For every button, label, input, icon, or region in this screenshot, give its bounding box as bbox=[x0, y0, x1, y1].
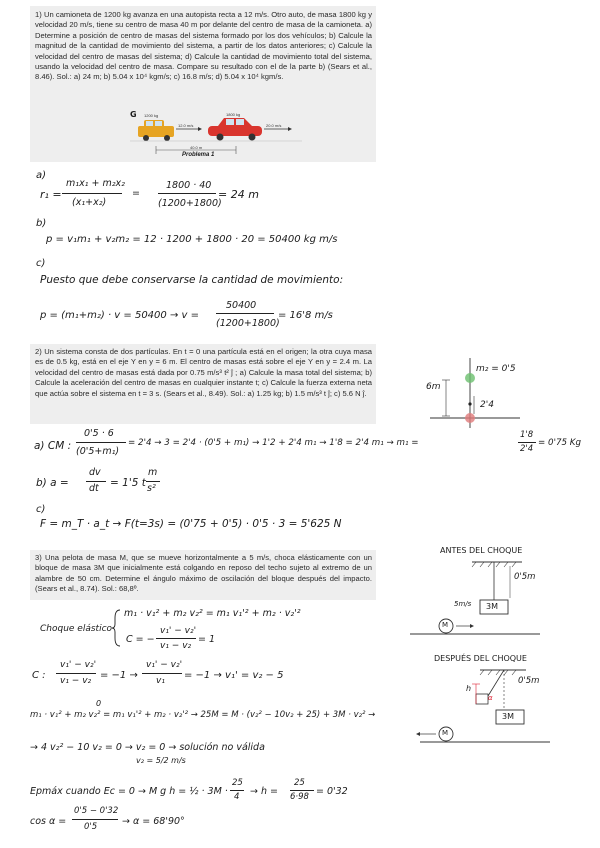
figure-caption: Problema 1 bbox=[182, 152, 215, 158]
p3-choque-label: Choque elástico bbox=[40, 624, 113, 634]
p3-eq2-bar bbox=[156, 638, 196, 639]
p1-a-res: = 24 m bbox=[218, 188, 259, 201]
p3-result-alt: v₂ = 5/2 m/s bbox=[136, 756, 186, 765]
p3-epot-lhs: Epmáx cuando Ec = 0 → M g h = ½ · 3M · bbox=[30, 786, 228, 797]
p3-brace bbox=[112, 608, 122, 648]
p1-a-den2: (1200+1800) bbox=[158, 198, 222, 209]
rope-after bbox=[488, 670, 504, 696]
problem1-statement: 1) Un camioneta de 1200 kg avanza en una autopista recta a 12 m/s. Otro auto, de masa 1800 kg y velocidad 20 m/s, tiene su centro de masa 40 m por delante del centro de masa de la camioneta. a) Determine a posición de centro de masas del sistema formado por los dos vehículos; b) Calcule la magnitud de la cantidad de movimiento del sistema, a partir de los datos anteriores; c) Calcule la velocidad del centro de masas del sistema; d) Calcule la cantidad de movimiento total del sistema, usando la velocidad del centro de masa. Compare su resultado con el de la parte b) (Sears et al., 8.46). Sol.: a) 24 m; b) 5.04 x 10⁴ kgm/s; c) 16.8 m/s; d) 5.04 x 10⁴ kgm/s. bbox=[35, 10, 372, 82]
p1-a-bar2 bbox=[158, 193, 216, 194]
p2-y-label: 2'4 bbox=[480, 400, 494, 410]
p3-cos-res: → α = 68'90° bbox=[122, 816, 185, 827]
p3-epot-frac-den: 4 bbox=[234, 792, 240, 802]
p2-a-fnum: 1'8 bbox=[520, 430, 534, 440]
p3-epot-hbar bbox=[290, 790, 314, 791]
before-speed-label: 5m/s bbox=[454, 600, 472, 608]
p1-c-den: (1200+1800) bbox=[216, 318, 280, 329]
p1-c-label: c) bbox=[36, 258, 46, 269]
p1-a-label: a) bbox=[36, 170, 47, 181]
p3-epot-res: = 0'32 bbox=[316, 786, 348, 797]
p3-cos-bar bbox=[72, 819, 118, 820]
car-icon bbox=[208, 118, 262, 141]
p3-epot-hden: 6·98 bbox=[290, 792, 309, 802]
after-sketch bbox=[410, 664, 570, 754]
p3-cline-mid: = −1 → bbox=[100, 670, 138, 681]
p2-b-num: dv bbox=[89, 467, 101, 478]
p2-b-bar bbox=[86, 481, 106, 482]
p3-eq2-num: v₁' − v₂' bbox=[160, 626, 197, 636]
p3-cline-res: = −1 → v₁' = v₂ − 5 bbox=[184, 670, 284, 681]
p1-c-lhs: p = (m₁+m₂) · v = 50400 → v = bbox=[40, 310, 199, 321]
p3-cline-den: v₁ − v₂ bbox=[60, 676, 92, 686]
p2-h-label: 6m bbox=[426, 382, 441, 392]
p1-a-bar bbox=[62, 193, 122, 194]
p1-c-res: = 16'8 m/s bbox=[278, 310, 333, 321]
p3-cline-num: v₁' − v₂' bbox=[60, 660, 97, 670]
p2-b-lhs: b) a = bbox=[36, 477, 69, 489]
after-h-label: h bbox=[466, 684, 472, 693]
cm-point bbox=[468, 402, 471, 405]
after-ball-label: M bbox=[442, 729, 449, 737]
particle-2 bbox=[465, 373, 475, 383]
after-angle-label: α bbox=[488, 694, 493, 702]
problem2-box bbox=[30, 344, 376, 424]
distance-label: 40.0 m bbox=[190, 145, 203, 150]
p3-epot-frac-num: 25 bbox=[232, 778, 243, 788]
p3-epot-mid: → h = bbox=[250, 786, 278, 797]
p3-energy-line: m₁ · v₁² + m₂ v₂² = m₁ v₁'² + m₂ · v₂'² → 25M = M · (v₂² − 10v₂ + 25) + 3M · v₂² → bbox=[30, 710, 376, 720]
p1-a-num: m₁x₁ + m₂x₂ bbox=[66, 178, 125, 189]
problem3-box bbox=[30, 550, 376, 600]
particle-1 bbox=[465, 413, 475, 423]
p3-cline-bar bbox=[56, 673, 96, 674]
p2-a-rest: = 2'4 → 3 = 2'4 · (0'5 + m₁) → 1'2 + 2'4 m₁ → 1'8 = 2'4 m₁ → m₁ = bbox=[128, 438, 419, 448]
p3-eq2-c: C = − bbox=[126, 634, 155, 645]
p2-b-unum: m bbox=[148, 467, 158, 478]
p3-eq2-res: = 1 bbox=[198, 634, 216, 645]
v2-label: 20.0 m/s bbox=[266, 123, 282, 128]
p3-eq2-den: v₁ − v₂ bbox=[160, 641, 192, 651]
p1-c-num: 50400 bbox=[226, 300, 257, 311]
after-rope-label: 0'5m bbox=[518, 676, 540, 686]
p3-eq1: m₁ · v₁² + m₂ v₂² = m₁ v₁'² + m₂ · v₂'² bbox=[124, 608, 301, 619]
p3-cos-num: 0'5 − 0'32 bbox=[74, 806, 119, 816]
p2-a-num: 0'5 · 6 bbox=[84, 428, 114, 439]
before-title: ANTES DEL CHOQUE bbox=[440, 546, 523, 555]
p3-cline-bar2 bbox=[142, 673, 182, 674]
p2-a-res: = 0'75 Kg bbox=[538, 438, 581, 448]
before-ball-label: M bbox=[442, 621, 449, 629]
van-icon bbox=[138, 120, 174, 141]
p3-cos-den: 0'5 bbox=[84, 822, 98, 832]
before-sketch bbox=[410, 556, 570, 646]
p2-b-res: = 1'5 t bbox=[110, 477, 146, 489]
p3-cline-den2: v₁ bbox=[156, 676, 165, 686]
p1-c-bar bbox=[216, 313, 274, 314]
problem2-statement: 2) Un sistema consta de dos partículas. En t = 0 una partícula está en el origen; la otra cuya masa es de 0.5 kg, está en el eje Y en y = 6 m. El centro de masas está sobre el eje Y en y = 2.4 m. La velocidad del centro de masas está dada por 0.75 m/s³ t² ĵ ; a) Calcule la masa total del sistema; b) Calcule la aceleración del centro de masas en cualquier instante t; c) Calcule la fuerza externa neta que actúa sobre el sistema en t = 3 s. (Sears et al., 8.49). Sol.: a) 1.25 kg; b) 1.5 m/s³ t ĵ; c) 5.6 N ĵ. bbox=[35, 347, 372, 398]
p1-a-lhs: r₁ = bbox=[40, 188, 62, 201]
p3-cline-c: C : bbox=[32, 670, 46, 681]
mass2-label: 1800 kg bbox=[226, 112, 241, 117]
after-title: DESPUÉS DEL CHOQUE bbox=[434, 654, 527, 663]
mass1-label: 1200 kg bbox=[144, 113, 159, 118]
problem1-figure bbox=[30, 6, 376, 162]
problem3-statement: 3) Una pelota de masa M, que se mueve horizontalmente a 5 m/s, choca elásticamente con un bloque de masa 3M que inicialmente está colgando en reposo del techo sujeto al extremo de un alambre de 50 cm. Determine el ángulo máximo de oscilación del bloque después del impacto. (Sears et al., 8.74). Sol.: 68,8º. bbox=[35, 553, 372, 594]
p1-b-label: b) bbox=[36, 218, 47, 229]
p3-result-line: → 4 v₂² − 10 v₂ = 0 → v₂ = 0 → solución no válida bbox=[30, 742, 265, 753]
p1-a-eq: = bbox=[132, 188, 140, 199]
after-block-label: 3M bbox=[502, 712, 514, 721]
p2-c-label: c) bbox=[36, 504, 46, 515]
p3-epot-frac-bar bbox=[230, 790, 244, 791]
p1-b-line: p = v₁m₁ + v₂m₂ = 12 · 1200 + 1800 · 20 = 50400 kg m/s bbox=[46, 234, 338, 245]
g-label: G bbox=[130, 110, 137, 119]
p3-cline-num2: v₁' − v₂' bbox=[146, 660, 183, 670]
p2-b-uden: s² bbox=[147, 483, 156, 494]
p1-a-den: (x₁+x₂) bbox=[72, 197, 107, 208]
p2-a-den: (0'5+m₁) bbox=[76, 446, 120, 457]
p3-zero-mark: 0 bbox=[96, 699, 102, 708]
problem1-box bbox=[30, 6, 376, 162]
p2-c-line: F = m_T · a_t → F(t=3s) = (0'75 + 0'5) · 0'5 · 3 = 5'625 N bbox=[40, 518, 342, 530]
p1-a-num2: 1800 · 40 bbox=[166, 180, 212, 191]
before-block-label: 3M bbox=[486, 602, 498, 611]
p2-a-bar bbox=[76, 442, 126, 443]
v1-label: 12.0 m/s bbox=[178, 123, 194, 128]
p2-m2-label: m₂ = 0'5 bbox=[476, 364, 516, 374]
before-rope-label: 0'5m bbox=[514, 572, 536, 582]
p2-a-fden: 2'4 bbox=[520, 444, 534, 454]
p3-cos-lhs: cos α = bbox=[30, 816, 67, 827]
p3-epot-hnum: 25 bbox=[294, 778, 305, 788]
p2-a-fbar bbox=[518, 442, 536, 443]
p2-b-den: dt bbox=[89, 483, 99, 494]
p1-c-text: Puesto que debe conservarse la cantidad de movimiento: bbox=[40, 274, 344, 286]
p2-b-ubar bbox=[146, 481, 160, 482]
p2-a-lhs: a) CM : bbox=[34, 440, 72, 452]
